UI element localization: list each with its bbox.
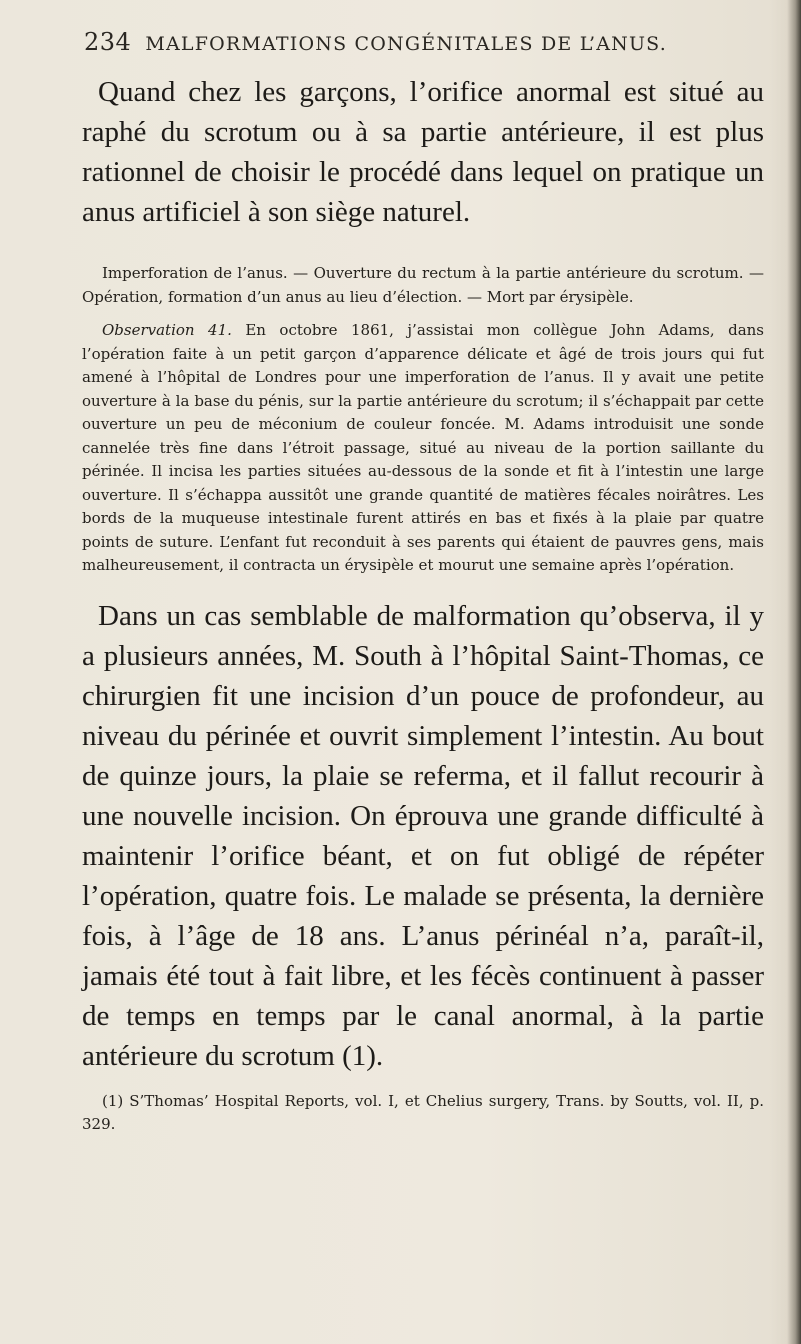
observation-text: En octobre 1861, j’assistai mon collègue John Adams, dans l’opération faite à un petit garçon d’apparence délicate et âgé de trois jours qui fut amené à l’hôpital de Londres pour une imperforation de l’anus. Il y avait une petite ouverture à la base du pénis, sur la partie antérieure du scrotum; il s’échappait par cette ouverture un peu de méconium de couleur foncée. M. Adams introduisit une sonde cannelée très fine dans l’étroit passage, situé au niveau de la portion saillante du périnée. Il incisa les parties situées au-dessous de la sonde et fit à l’intestin une large ouverture. Il s’échappa aussitôt une grande quantité de matières fécales noirâtres. Les bords de la muqueuse intestinale furent attirés en bas et fixés à la plaie par quatre points de suture. L’enfant fut reconduit à ses parents qui étaient de pauvres gens, mais malheureusement, il contracta un érysipèle et mourut une semaine après l’opération. [82,321,764,574]
running-title: MALFORMATIONS CONGÉNITALES DE L’ANUS. [145,33,667,55]
case-summary: Imperforation de l’anus. — Ouverture du rectum à la partie antérieure du scrotum. — Opération, formation d’un anus au lieu d’élection. — Mort par érysipèle. [82,264,764,306]
body-paragraph-2: Dans un cas semblable de malformation qu’observa, il y a plusieurs années, M. South à l’hôpital Saint-Thomas, ce chirurgien fit une incision d’un pouce de profondeur, au niveau du périnée et ouvrit simplement l’intestin. Au bout de quinze jours, la plaie se referma, et il fallut recourir à une nouvelle incision. On éprouva une grande difficulté à maintenir l’orifice béant, et on fut obligé de répéter l’opération, quatre fois. Le malade se présenta, la dernière fois, à l’âge de 18 ans. L’anus périnéal n’a, paraît-il, jamais été tout à fait libre, et les fécès continuent à passer de temps en temps par le canal anormal, à la partie antérieure du scrotum (1). [82,599,764,1072]
body-paragraph-1: Quand chez les garçons, l’orifice anormal est situé au raphé du scrotum ou à sa partie antérieure, il est plus rationnel de choisir le procédé dans lequel on pratique un anus artificiel à son siège naturel. [82,76,764,228]
observation-label: Observation 41. [102,321,232,339]
footnote: (1) S’Thomas’ Hospital Reports, vol. I, et Chelius surgery, Trans. by Soutts, vol. II, p. 329. [82,1091,764,1133]
observation-paragraph [82,319,764,578]
page-header [84,28,764,56]
page-edge-shadow [787,0,801,1344]
page-number: 234 [84,28,132,56]
page-content [82,28,764,1137]
